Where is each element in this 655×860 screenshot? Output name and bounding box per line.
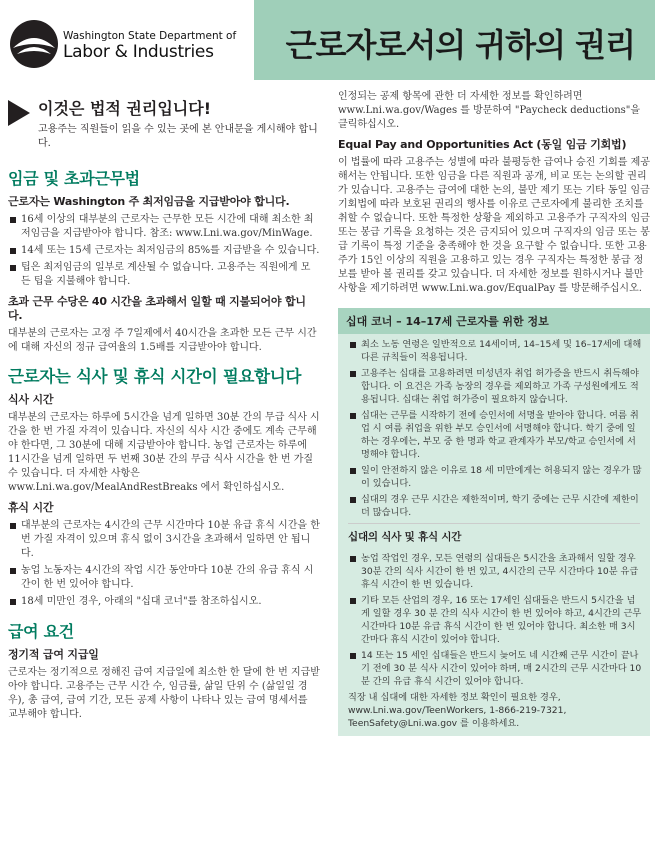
overtime-text: 대부분의 근로자는 고정 주 7일제에서 40시간을 초과한 모든 근무 시간에 대해 자신의 정규 급여율의 1.5배를 지급받아야 합니다. — [8, 328, 317, 353]
list-item: 팁은 최저임금의 일부로 계산될 수 없습니다. 고용주는 직원에게 모든 팁을 지불해야 합니다. — [8, 261, 320, 289]
equal-pay-text: 이 법률에 따라 고용주는 성별에 따라 불평등한 급여나 승진 기회를 제공해서는 안됩니다. 또한 임금을 다른 직원과 공개, 비교 또는 논의할 권리가 있습니다. 고용주는 급여에 대한 논의, 불만 제기 또는 기타 동일 임금 기회법에 따라 보호된 권리의 행사를 이유로 근로자에게 불리한 조치를 취할 수 없습니다. 또한 특정한 상황을 제외하고 고용주가 구직자의 임금 또는 봉급 기록을 요청하는 것은 금지되어 있으며 구직자의 임금 또는 봉급 기록이 특정 기준을 충족해야 한 것을 요구할 수 없습니다. 또한 고용주가 15인 이상의 직원을 고용하고 있는 경우 구직자는 특정한 봉급 정보를 받아 볼 권리를 갖고 있습니다. 더 자세한 정보를 원하시거나 불만 사항을 제기하려면 www.Lni.wa.gov/EqualPay 를 방문해주십시오. — [338, 157, 650, 294]
legal-rights-alert — [8, 96, 320, 156]
pay-section-heading: 급여 요건 — [8, 622, 74, 641]
wage-bullet-list — [8, 213, 320, 289]
teen-bullet-list — [338, 334, 650, 519]
meal-subheading: 식사 시간 — [8, 393, 54, 406]
list-item: 대부분의 근로자는 4시간의 근무 시간마다 10분 유급 휴식 시간을 한 번 가질 자격이 있으며 휴식 없이 3시간을 초과해서 일하면 안 됩니다. — [8, 519, 320, 561]
teen-corner-box — [338, 308, 650, 736]
page-header — [0, 0, 655, 84]
list-item: 농업 노동자는 4시간의 작업 시간 동안마다 10분 간의 유급 휴식 시간이 한 번 있어야 합니다. — [8, 564, 320, 592]
min-wage-subheading: 근로자는 Washington 주 최저임금을 지급받아야 합니다. — [8, 195, 290, 208]
lni-logo — [8, 8, 238, 78]
list-item: 고용주는 십대를 고용하려면 미성년자 취업 허가증을 반드시 취득해야 합니다. 이 요건은 가족 농장의 경우를 제외하고 가족 구성원에게도 적용됩니다. 십대는 취업 허가증이 필요하지 않습니다. — [348, 367, 644, 406]
left-column — [8, 90, 320, 726]
equal-pay-heading: Equal Pay and Opportunities Act (동일 임금 기회법) — [338, 138, 627, 151]
lni-logo-icon — [8, 18, 60, 70]
teen-meal-subheading: 십대의 식사 및 휴식 시간 — [348, 531, 462, 543]
list-item: 십대의 경우 근무 시간은 제한적이며, 학기 중에는 근무 시간에 제한이 더 많습니다. — [348, 493, 644, 519]
rest-subheading: 휴식 시간 — [8, 501, 54, 514]
list-item: 14세 또는 15세 근로자는 최저임금의 85%를 지급받을 수 있습니다. — [8, 244, 320, 258]
payday-text: 근로자는 정기적으로 정해진 급여 지급일에 최소한 한 달에 한 번 지급받아야 합니다. 고용주는 근무 시간 수, 임금률, 삶일 단위 수 (삶일일 경우), 총 급여, 급여 기간, 모든 공제 사항이 나타나 있는 급여 명세서를 교부해야 합니다. — [8, 667, 320, 720]
list-item: 기타 모든 산업의 경우, 16 또는 17세인 십대들은 반드시 5시간을 넘게 일할 경우 30 분 간의 식사 시간이 한 번 있어야 하고, 4시간의 근무 시간마다 10분 유급 휴식 시간이 한 번 있어야 합니다. 최소한 매 3시간마다 휴식 시간이 있어야 합니다. — [348, 594, 644, 646]
list-item: 18세 미만인 경우, 아래의 "십대 코너"를 참조하십시오. — [8, 595, 320, 609]
right-column — [338, 90, 650, 736]
list-item: 일이 안전하지 않은 이유로 18 세 미만에게는 허용되지 않는 경우가 많이 있습니다. — [348, 464, 644, 490]
teen-meal-bullet-list — [338, 548, 650, 688]
payday-subheading: 정기적 급여 지급일 — [8, 648, 99, 661]
overtime-subheading: 초과 근무 수당은 40 시간을 초과해서 일할 때 지불되어야 합니다. — [8, 295, 306, 322]
list-item: 농업 작업인 경우, 모든 연령의 십대들은 5시간을 초과해서 일할 경우 30분 간의 식사 시간이 한 번 있고, 4시간의 근무 시간마다 10분 유급 휴식 시간이 한 번 있습니다. — [348, 552, 644, 591]
list-item: 최소 노동 연령은 일반적으로 14세이며, 14–15세 및 16–17세에 대해 다른 규칙들이 적용됩니다. — [348, 338, 644, 364]
alert-heading: 이것은 법적 권리입니다! — [38, 99, 211, 118]
title-bar — [254, 0, 655, 80]
deductions-text: 인정되는 공제 항목에 관한 더 자세한 정보를 확인하려면 www.Lni.wa.gov/Wages 를 방문하여 "Paycheck deductions"을 클릭하십시오. — [338, 91, 641, 130]
teen-footer-text: 직장 내 십대에 대한 자세한 정보 확인이 필요한 경우, www.Lni.wa.gov/TeenWorkers, 1-866-219-7321, TeenSafety@Lni.wa.gov 를 이용하세요. — [348, 692, 567, 729]
rest-bullet-list — [8, 519, 320, 609]
list-item: 14 또는 15 세인 십대들은 반드시 늦어도 네 시간째 근무 시간이 끝나기 전에 30 분 식사 시간이 있어야 하며, 매 2시간의 근무 시간마다 10분 간의 유급 휴식 시간이 있어야 합니다. — [348, 649, 644, 688]
page-title: 근로자로서의 귀하의 권리 — [285, 26, 635, 64]
alert-text: 고용주는 직원들이 읽을 수 있는 곳에 본 안내문을 게시해야 합니다. — [38, 124, 318, 149]
breaks-section-heading: 근로자는 식사 및 휴식 시간이 필요합니다 — [8, 367, 302, 386]
logo-department-text: Washington State Department of — [63, 30, 237, 42]
divider — [348, 523, 640, 524]
list-item: 16세 이상의 대부분의 근로자는 근무한 모든 시간에 대해 최소한 최저임금을 지급받아야 합니다. 참조: www.Lni.wa.gov/MinWage. — [8, 213, 320, 241]
meal-text: 대부분의 근로자는 하루에 5시간을 넘게 일하면 30분 간의 무급 식사 시간을 한 번 가질 자격이 있습니다. 자신의 식사 시간 중에도 계속 근무해야 한다면, 그 30분에 대해 지급받아야 합니다. 농업 근로자는 하루에 11시간을 넘게 일하면 두 번째 30분 간의 무급 식사 시간을 한 번 가질 수 있습니다. 더 자세한 사항은 www.Lni.wa.gov/MealAndRestBreaks 에서 확인하십시오. — [8, 412, 320, 493]
teen-corner-title: 십대 코너 – 14–17세 근로자를 위한 정보 — [338, 308, 650, 334]
arrow-triangle-icon — [8, 100, 30, 126]
list-item: 십대는 근무를 시작하기 전에 승인서에 서명을 받아야 합니다. 여름 취업 시 여름 취업을 위한 부모 승인서에 서명해야 합니다. 학기 중에 일하는 경우에는, 부모 중 한 명과 학교 관계자가 부모/학교 승인서에 서명해야 합니다. — [348, 409, 644, 461]
logo-agency-name: Labor & Industries — [63, 42, 214, 62]
wage-section-heading: 임금 및 초과근무법 — [8, 169, 140, 188]
